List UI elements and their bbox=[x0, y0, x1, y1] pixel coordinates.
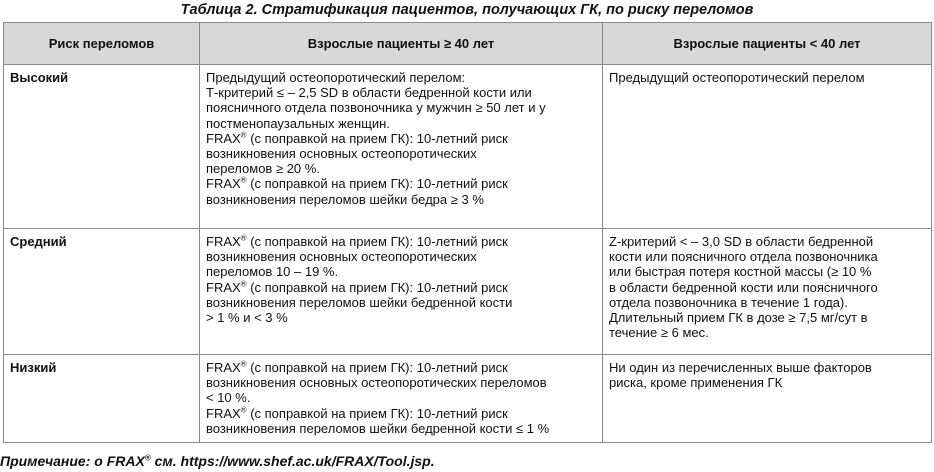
cell-text-line: постменопаузальных женщин. bbox=[206, 115, 390, 131]
table-row-high-risk bbox=[4, 65, 932, 229]
cell-low-adults-40-plus bbox=[200, 355, 603, 443]
cell-text-line: FRAX® (с поправкой на прием ГК): 10-летний риск bbox=[206, 359, 508, 375]
cell-text-line: FRAX® (с поправкой на прием ГК): 10-летний риск bbox=[206, 233, 508, 249]
header-adults-40-plus: Взрослые пациенты ≥ 40 лет bbox=[200, 23, 603, 65]
cell-text-line: кости или поясничного отдела позвоночника bbox=[609, 249, 878, 265]
cell-text-line: возникновения основных остеопоротических bbox=[206, 146, 477, 162]
cell-text-line: возникновения основных остеопоротических переломов bbox=[206, 375, 547, 391]
cell-text-line: возникновения переломов шейки бедра ≥ 3 % bbox=[206, 191, 484, 207]
cell-text-line: FRAX® (с поправкой на прием ГК): 10-летний риск bbox=[206, 405, 508, 421]
cell-high-adults-40-plus bbox=[200, 65, 603, 229]
cell-text-line: отдела позвоночника в течение 1 года). bbox=[609, 294, 848, 310]
cell-text-line: < 10 %. bbox=[206, 390, 251, 406]
cell-text-line: FRAX® (с поправкой на прием ГК): 10-летний риск bbox=[206, 176, 508, 192]
cell-text-line: переломов ≥ 20 %. bbox=[206, 161, 320, 177]
header-risk: Риск переломов bbox=[4, 23, 200, 65]
risk-label-high: Высокий bbox=[4, 65, 200, 229]
cell-text-line: поясничного отдела позвоночника у мужчин ≥ 50 лет и у bbox=[206, 100, 546, 116]
cell-text-line: переломов 10 – 19 %. bbox=[206, 264, 339, 280]
risk-label-medium: Средний bbox=[4, 229, 200, 355]
cell-low-adults-under-40 bbox=[603, 355, 932, 443]
cell-text-line: течение ≥ 6 мес. bbox=[609, 325, 709, 341]
cell-text-line: Длительный прием ГК в дозе ≥ 7,5 мг/сут в bbox=[609, 310, 868, 326]
table-row-medium-risk bbox=[4, 229, 932, 355]
cell-text-line: или быстрая потеря костной массы (≥ 10 % bbox=[609, 264, 872, 280]
cell-text-line: возникновения переломов шейки бедренной кости bbox=[206, 294, 513, 310]
table-footnote: Примечание: о FRAX® см. https://www.shef.ac.uk/FRAX/Tool.jsp. bbox=[0, 453, 435, 469]
cell-text-line: Т-критерий ≤ – 2,5 SD в области бедренной кости или bbox=[206, 85, 532, 101]
cell-text-line: риска, кроме применения ГК bbox=[609, 375, 783, 391]
cell-text-line: FRAX® (с поправкой на прием ГК): 10-летний риск bbox=[206, 279, 508, 295]
cell-text-line: в области бедренной кости или поясничного bbox=[609, 279, 878, 295]
risk-label-low: Низкий bbox=[4, 355, 200, 443]
table-header-row bbox=[4, 23, 932, 65]
cell-medium-adults-40-plus bbox=[200, 229, 603, 355]
cell-text-line: возникновения основных остеопоротических bbox=[206, 249, 477, 265]
fracture-risk-table bbox=[3, 22, 932, 443]
cell-text-line: Z-критерий < – 3,0 SD в области бедренной bbox=[609, 234, 874, 249]
cell-text-line: возникновения переломов шейки бедренной кости ≤ 1 % bbox=[206, 420, 550, 436]
cell-medium-adults-under-40 bbox=[603, 229, 932, 355]
header-adults-under-40: Взрослые пациенты < 40 лет bbox=[603, 23, 932, 65]
cell-text-line: Предыдущий остеопоротический перелом bbox=[609, 70, 865, 85]
cell-high-adults-under-40 bbox=[603, 65, 932, 229]
cell-text-line: > 1 % и < 3 % bbox=[206, 310, 288, 326]
table-caption: Таблица 2. Стратификация пациентов, получающих ГК, по риску переломов bbox=[180, 2, 754, 18]
cell-text-line: FRAX® (с поправкой на прием ГК): 10-летний риск bbox=[206, 130, 508, 146]
table-row-low-risk bbox=[4, 355, 932, 443]
cell-text-line: Ни один из перечисленных выше факторов bbox=[609, 360, 872, 375]
cell-text-line: Предыдущий остеопоротический перелом: bbox=[206, 70, 466, 85]
